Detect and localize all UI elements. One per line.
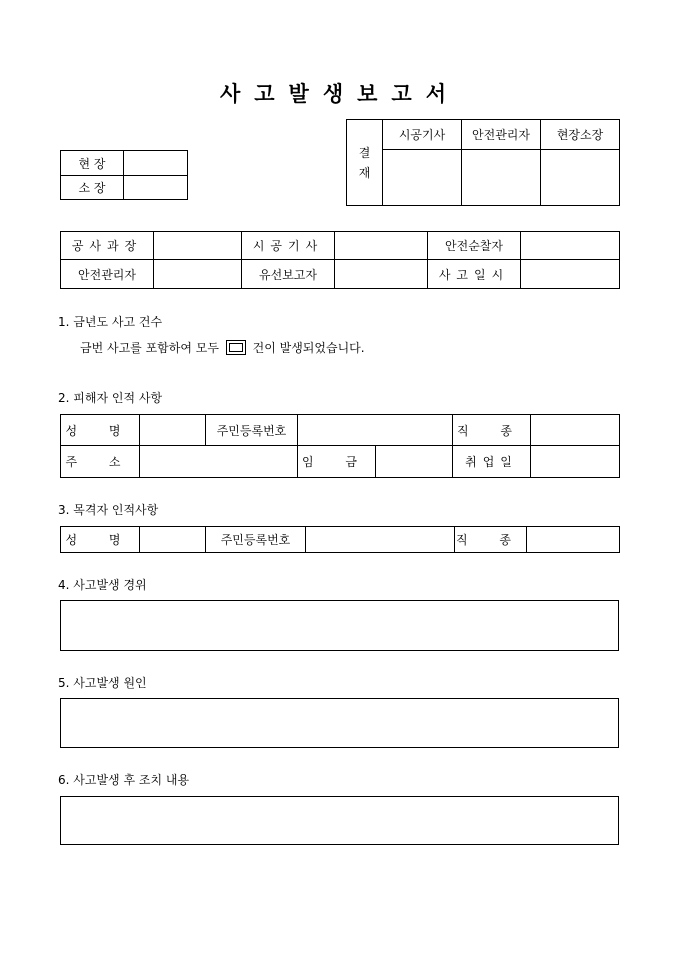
- witness-table: [60, 526, 620, 553]
- victim-value-name[interactable]: [140, 415, 206, 446]
- staff-value-construction-engineer[interactable]: [335, 232, 428, 260]
- manager-label: 소 장: [61, 176, 124, 200]
- staff-value-safety-patrol[interactable]: [521, 232, 620, 260]
- approval-sign-engineer[interactable]: [383, 150, 462, 206]
- accident-process-box[interactable]: [60, 600, 619, 651]
- staff-label-construction-engineer: 시공기사: [242, 232, 335, 260]
- approval-box: [346, 119, 620, 206]
- accident-count-after: 건이 발생되었습니다.: [252, 341, 365, 355]
- staff-value-accident-datetime[interactable]: [521, 260, 620, 289]
- witness-value-name[interactable]: [140, 527, 206, 553]
- victim-value-wage[interactable]: [376, 446, 453, 478]
- witness-label-rrn: 주민등록번호: [206, 527, 306, 553]
- witness-value-job[interactable]: [527, 527, 620, 553]
- post-accident-action-box[interactable]: [60, 796, 619, 845]
- witness-label-name: 성 명: [61, 527, 140, 553]
- staff-value-safety-manager[interactable]: [154, 260, 242, 289]
- victim-label-hire-date: 취업일: [453, 446, 531, 478]
- staff-label-accident-datetime: 사고일시: [428, 260, 521, 289]
- approval-header-safety: 안전관리자: [462, 120, 541, 150]
- approval-header-engineer: 시공기사: [383, 120, 462, 150]
- victim-label-rrn: 주민등록번호: [206, 415, 298, 446]
- witness-value-rrn[interactable]: [306, 527, 455, 553]
- section-3-heading: 3. 목격자 인적사항: [58, 503, 159, 517]
- staff-label-safety-manager: 안전관리자: [61, 260, 154, 289]
- victim-value-hire-date[interactable]: [531, 446, 620, 478]
- approval-header-site-manager: 현장소장: [541, 120, 620, 150]
- section-2-heading: 2. 피해자 인적 사항: [58, 391, 163, 405]
- staff-table: [60, 231, 620, 289]
- accident-cause-box[interactable]: [60, 698, 619, 748]
- accident-count-before: 금번 사고를 포함하여 모두: [80, 341, 219, 355]
- site-box: [60, 150, 188, 200]
- approval-sign-site-manager[interactable]: [541, 150, 620, 206]
- section-1-heading: 1. 금년도 사고 건수: [58, 315, 163, 329]
- staff-label-construction-chief: 공사과장: [61, 232, 154, 260]
- accident-count-sentence: [80, 339, 365, 356]
- victim-label-name: 성 명: [61, 415, 140, 446]
- victim-label-job: 직 종: [453, 415, 531, 446]
- section-6-heading: 6. 사고발생 후 조치 내용: [58, 773, 190, 787]
- approval-sign-safety[interactable]: [462, 150, 541, 206]
- victim-table: [60, 414, 620, 478]
- victim-value-job[interactable]: [531, 415, 620, 446]
- victim-value-address[interactable]: [140, 446, 298, 478]
- site-label: 현 장: [61, 151, 124, 176]
- staff-value-construction-chief[interactable]: [154, 232, 242, 260]
- site-value-cell[interactable]: [124, 151, 188, 176]
- section-5-heading: 5. 사고발생 원인: [58, 676, 147, 690]
- staff-label-phone-reporter: 유선보고자: [242, 260, 335, 289]
- manager-value-cell[interactable]: [124, 176, 188, 200]
- staff-value-phone-reporter[interactable]: [335, 260, 428, 289]
- staff-label-safety-patrol: 안전순찰자: [428, 232, 521, 260]
- victim-label-wage: 임 금: [298, 446, 376, 478]
- approval-label-text: 결 재: [358, 145, 371, 180]
- witness-label-job: 직 종: [455, 527, 527, 553]
- approval-label: [347, 120, 383, 206]
- page-title: 사고발생보고서: [219, 81, 460, 106]
- accident-count-box[interactable]: [226, 340, 246, 355]
- victim-label-address: 주 소: [61, 446, 140, 478]
- section-4-heading: 4. 사고발생 경위: [58, 578, 147, 592]
- victim-value-rrn[interactable]: [298, 415, 453, 446]
